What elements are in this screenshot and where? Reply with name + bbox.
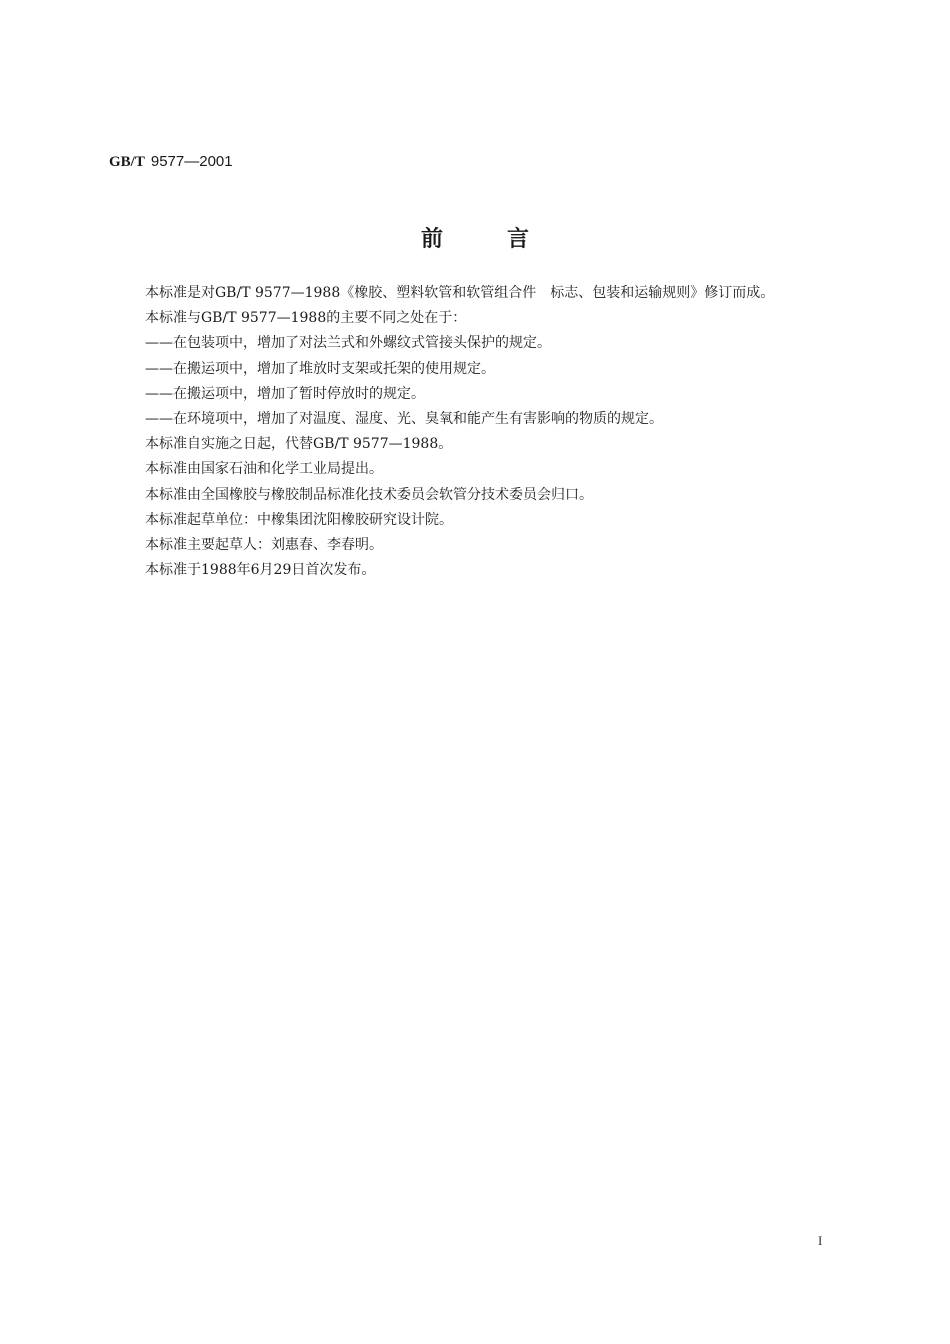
title-char-2: 言 [507,227,530,252]
standard-number-header [109,150,233,173]
change-item: ——在搬运项中，增加了暂时停放时的规定。 [145,385,425,402]
foreword-paragraph: 本标准与GB/T 9577—1988的主要不同之处在于： [145,310,467,327]
foreword-paragraph: 本标准由国家石油和化学工业局提出。 [145,461,383,478]
foreword-paragraph: 本标准主要起草人：刘惠春、李春明。 [145,537,383,554]
foreword-paragraph: 本标准是对GB/T 9577—1988《橡胶、塑料软管和软管组合件 标志、包装和运输规则》修订而成。 [145,285,775,301]
title-char-1: 前 [420,227,443,252]
page-number: I [818,1233,823,1248]
foreword-paragraph: 本标准由全国橡胶与橡胶制品标准化技术委员会软管分技术委员会归口。 [145,486,593,503]
page-title [0,224,950,256]
change-item: ——在环境项中，增加了对温度、湿度、光、臭氧和能产生有害影响的物质的规定。 [145,411,663,428]
change-item: ——在搬运项中，增加了堆放时支架或托架的使用规定。 [145,360,495,377]
foreword-paragraph: 本标准于1988年6月29日首次发布。 [145,562,376,579]
change-item: ——在包装项中，增加了对法兰式和外螺纹式管接头保护的规定。 [145,335,551,352]
foreword-paragraph: 本标准自实施之日起，代替GB/T 9577—1988。 [145,436,453,453]
standard-code: 9577—2001 [150,153,233,170]
foreword-body [145,281,865,583]
standard-prefix: GB/T [109,154,145,170]
foreword-paragraph: 本标准起草单位：中橡集团沈阳橡胶研究设计院。 [145,511,453,528]
